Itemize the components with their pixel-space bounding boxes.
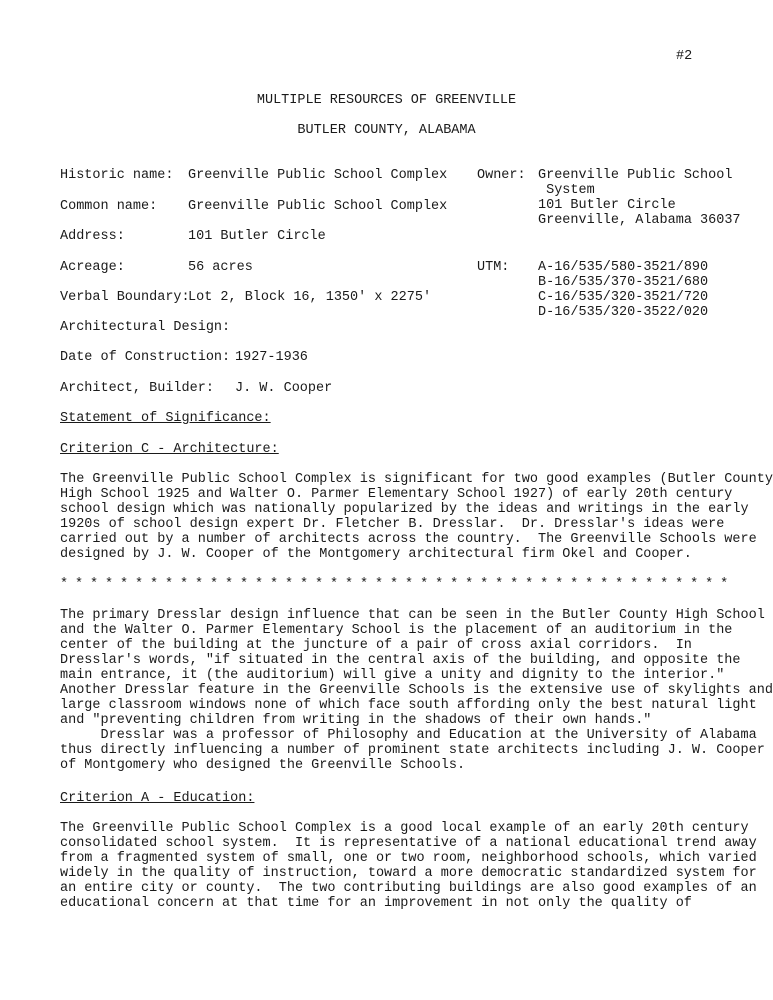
statement-of-significance-heading: Statement of Significance: [60, 411, 271, 426]
paragraph-line: Dresslar's words, "if situated in the central axis of the building, and opposite the [60, 653, 741, 668]
paragraph-line: High School 1925 and Walter O. Parmer Elementary School 1927) of early 20th century [60, 487, 733, 502]
date-of-construction-label: Date of Construction: [60, 350, 231, 365]
criterion-c-paragraph [60, 472, 773, 562]
paragraph-line: from a fragmented system of small, one or two room, neighborhood schools, which varied [60, 851, 757, 866]
common-name-label: Common name: [60, 199, 158, 214]
verbal-boundary-label: Verbal Boundary: [60, 290, 190, 305]
paragraph-line: The Greenville Public School Complex is significant for two good examples (Butler County [60, 472, 773, 487]
page-number: #2 [676, 49, 693, 64]
owner-line: 101 Butler Circle [538, 198, 676, 213]
address-label: Address: [60, 229, 125, 244]
address-value: 101 Butler Circle [188, 229, 326, 244]
acreage-value: 56 acres [188, 260, 253, 275]
paragraph-line: widely in the quality of instruction, toward a more democratic standardized system for [60, 866, 757, 881]
common-name-value: Greenville Public School Complex [188, 199, 448, 214]
paragraph-line: consolidated school system. It is representative of a national educational trend away [60, 836, 757, 851]
owner-line: Greenville, Alabama 36037 [538, 213, 741, 228]
date-of-construction-value: 1927-1936 [235, 350, 308, 365]
utm-line: A-16/535/580-3521/890 [538, 260, 709, 275]
owner-line: Greenville Public School [538, 168, 733, 183]
utm-line: C-16/535/320-3521/720 [538, 290, 709, 305]
paragraph-line: Another Dresslar feature in the Greenville Schools is the extensive use of skylights and [60, 683, 773, 698]
paragraph-line: The Greenville Public School Complex is a good local example of an early 20th century [60, 821, 749, 836]
utm-label: UTM: [477, 260, 510, 275]
asterisk-separator: * * * * * * * * * * * * * * * * * * * * * * * * * * * * * * * * * * * * * * * * * * * * * [60, 577, 728, 592]
document-subtitle: BUTLER COUNTY, ALABAMA [297, 123, 476, 138]
utm-line: D-16/535/320-3522/020 [538, 305, 709, 320]
architectural-design-label: Architectural Design: [60, 320, 231, 335]
owner-label: Owner: [477, 168, 526, 183]
document-title: MULTIPLE RESOURCES OF GREENVILLE [256, 93, 517, 108]
paragraph-line: thus directly influencing a number of prominent state architects including J. W. Cooper [60, 743, 765, 758]
paragraph-line: and the Walter O. Parmer Elementary School is the placement of an auditorium in the [60, 623, 733, 638]
verbal-boundary-value: Lot 2, Block 16, 1350' x 2275' [188, 290, 432, 305]
paragraph-line: designed by J. W. Cooper of the Montgomery architectural firm Okel and Cooper. [60, 547, 692, 562]
paragraph-line: main entrance, it (the auditorium) will give a unity and dignity to the interior." [60, 668, 725, 683]
paragraph-line: school design which was nationally popularized by the ideas and writings in the early [60, 502, 749, 517]
paragraph-line: 1920s of school design expert Dr. Fletcher B. Dresslar. Dr. Dresslar's ideas were [60, 517, 725, 532]
paragraph-line: large classroom windows none of which face south affording only the best natural light [60, 698, 757, 713]
paragraph-line: of Montgomery who designed the Greenville Schools. [60, 758, 466, 773]
paragraph-line: an entire city or county. The two contributing buildings are also good examples of an [60, 881, 757, 896]
paragraph-line: The primary Dresslar design influence that can be seen in the Butler County High School [60, 608, 765, 623]
dresslar-paragraph [60, 608, 773, 773]
paragraph-line: center of the building at the juncture of a pair of cross axial corridors. In [60, 638, 692, 653]
owner-line: System [538, 183, 595, 198]
utm-line: B-16/535/370-3521/680 [538, 275, 709, 290]
paragraph-line: carried out by a number of architects across the country. The Greenville Schools were [60, 532, 757, 547]
historic-name-label: Historic name: [60, 168, 174, 183]
criterion-a-heading: Criterion A - Education: [60, 791, 255, 806]
paragraph-line: educational concern at that time for an improvement in not only the quality of [60, 896, 692, 911]
architect-label: Architect, Builder: [60, 381, 214, 396]
historic-name-value: Greenville Public School Complex [188, 168, 448, 183]
criterion-a-paragraph [60, 821, 760, 911]
paragraph-line: and "preventing children from writing in the shadows of their own hands." [60, 713, 652, 728]
paragraph-line: Dresslar was a professor of Philosophy and Education at the University of Alabama [60, 728, 757, 743]
acreage-label: Acreage: [60, 260, 125, 275]
architect-value: J. W. Cooper [235, 381, 333, 396]
criterion-c-heading: Criterion C - Architecture: [60, 442, 279, 457]
